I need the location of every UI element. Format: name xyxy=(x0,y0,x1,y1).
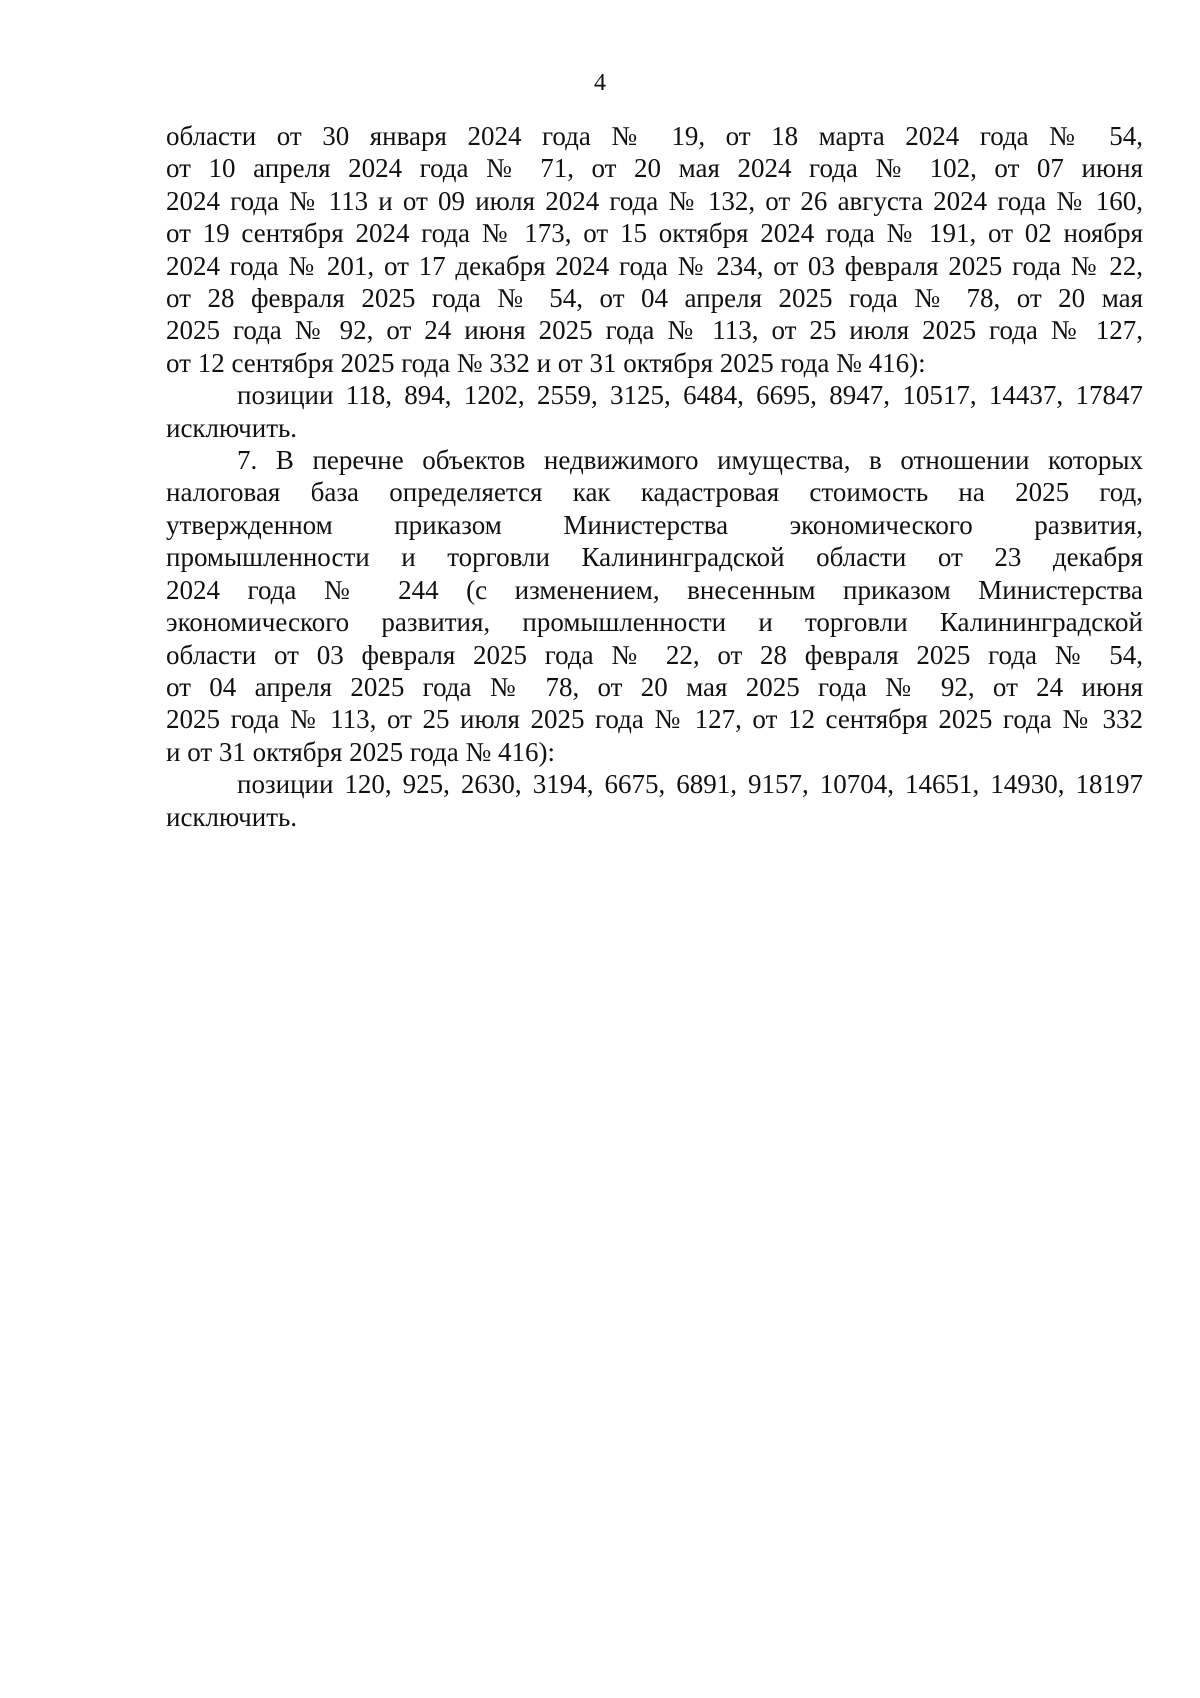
text-line: 2025 года № 113, от 25 июля 2025 года № 127, от 12 сентября 2025 года № 332 xyxy=(166,704,1143,735)
text-line: 2025 года № 92, от 24 июня 2025 года № 113, от 25 июля 2025 года № 127, xyxy=(166,315,1143,346)
text-line: 2024 года № 113 и от 09 июля 2024 года № 132, от 26 августа 2024 года № 160, xyxy=(166,185,1143,216)
text-line: 7. В перечне объектов недвижимого имущества, в отношении которых xyxy=(237,445,1143,476)
document-body xyxy=(166,120,1143,833)
paragraph-amendment-list-continuation xyxy=(166,120,1143,379)
text-line: от 19 сентября 2024 года № 173, от 15 октября 2024 года № 191, от 02 ноября xyxy=(166,218,1143,249)
paragraph-item-7 xyxy=(166,444,1143,768)
text-line: налоговая база определяется как кадастровая стоимость на 2025 год, xyxy=(166,477,1143,508)
text-line: 2024 года № 201, от 17 декабря 2024 года № 234, от 03 февраля 2025 года № 22, xyxy=(166,250,1143,281)
text-line: области от 03 февраля 2025 года № 22, от 28 февраля 2025 года № 54, xyxy=(166,639,1143,670)
text-line: промышленности и торговли Калининградской области от 23 декабря xyxy=(166,542,1143,573)
text-line: от 04 апреля 2025 года № 78, от 20 мая 2025 года № 92, от 24 июня xyxy=(166,671,1143,702)
text-line: исключить. xyxy=(166,412,298,443)
paragraph-positions-excluded-2024 xyxy=(166,379,1143,444)
text-line: и от 31 октября 2025 года № 416): xyxy=(166,736,556,767)
text-line: исключить. xyxy=(166,801,298,832)
paragraph-positions-excluded-2025 xyxy=(166,768,1143,833)
text-line: позиции 118, 894, 1202, 2559, 3125, 6484, 6695, 8947, 10517, 14437, 17847 xyxy=(237,380,1143,411)
text-line: от 10 апреля 2024 года № 71, от 20 мая 2024 года № 102, от 07 июня xyxy=(166,153,1143,184)
text-line: от 12 сентября 2025 года № 332 и от 31 октября 2025 года № 416): xyxy=(166,347,926,378)
text-line: позиции 120, 925, 2630, 3194, 6675, 6891, 9157, 10704, 14651, 14930, 18197 xyxy=(237,769,1143,800)
text-line: от 28 февраля 2025 года № 54, от 04 апреля 2025 года № 78, от 20 мая xyxy=(166,283,1143,314)
page-number: 4 xyxy=(594,70,606,96)
text-line: экономического развития, промышленности и торговли Калининградской xyxy=(166,607,1143,638)
text-line: 2024 года № 244 (с изменением, внесенным приказом Министерства xyxy=(166,574,1143,605)
text-line: утвержденном приказом Министерства экономического развития, xyxy=(166,509,1143,540)
text-line: области от 30 января 2024 года № 19, от 18 марта 2024 года № 54, xyxy=(166,121,1143,151)
